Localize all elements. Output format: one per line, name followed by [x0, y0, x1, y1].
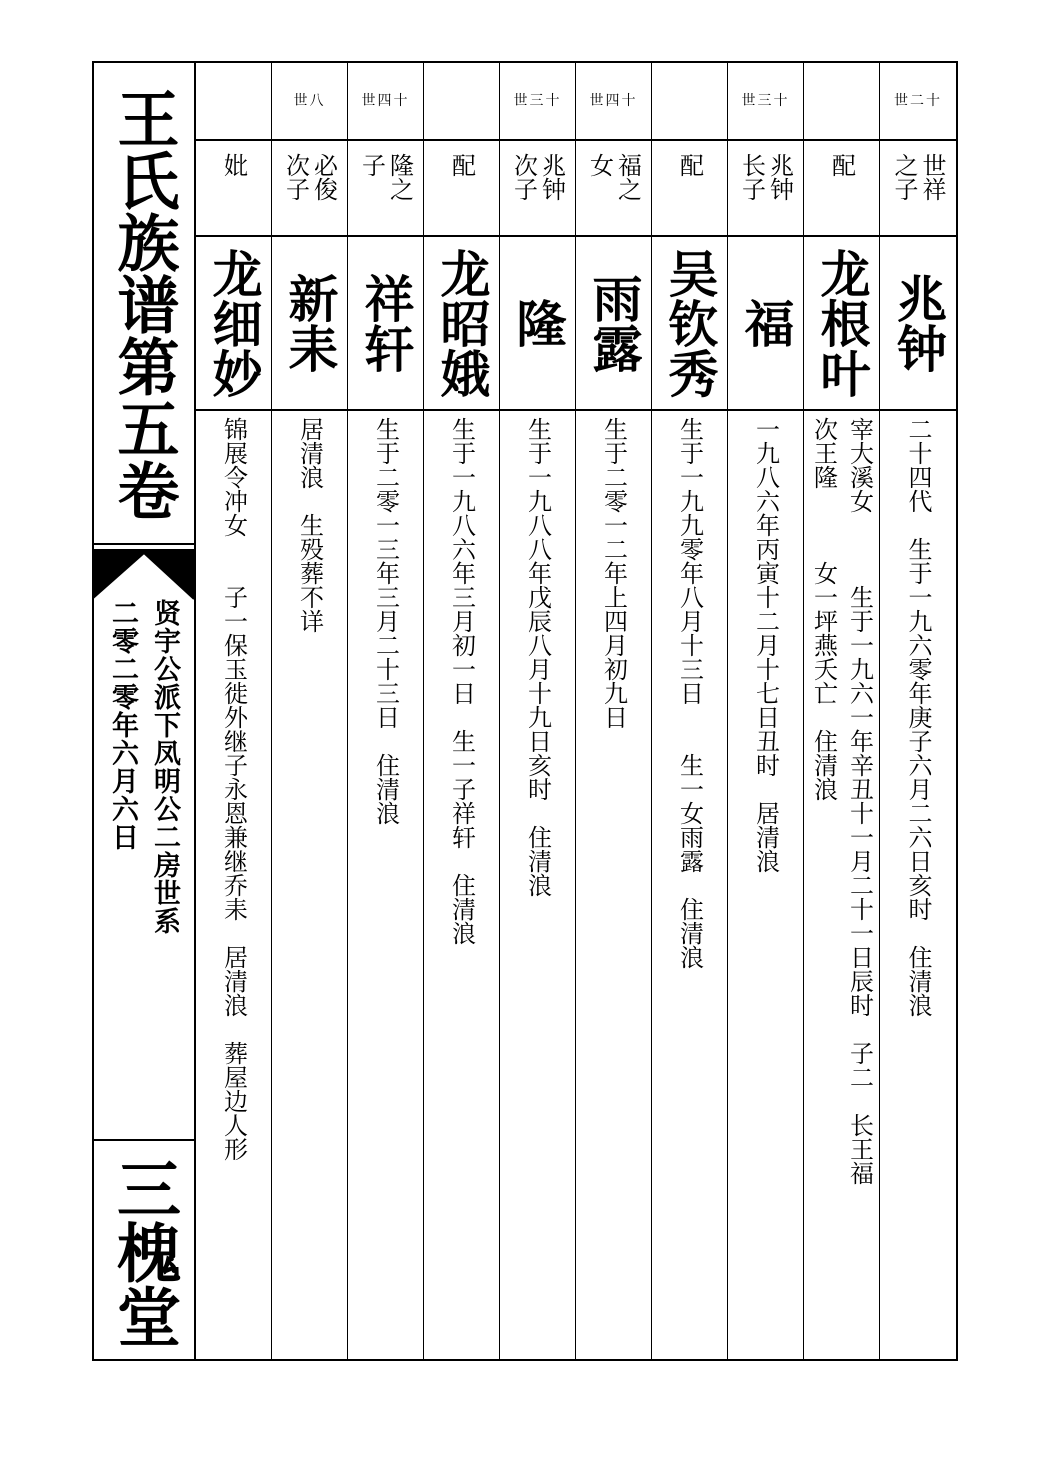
person-column-1: [880, 61, 956, 1361]
title-column: [92, 61, 196, 1361]
relation-label: 配: [827, 153, 856, 177]
generation-label: 世八: [293, 93, 326, 109]
person-name: 祥轩: [356, 273, 416, 373]
person-column-10: [196, 61, 272, 1361]
relation-label: 妣: [219, 153, 248, 177]
relation-label: 兆钟次子: [509, 153, 566, 201]
generation-label: 世四十: [361, 93, 410, 109]
relation-label: 隆之子: [357, 153, 414, 201]
generation-label: 世二十: [894, 93, 942, 109]
person-name: 龙昭娥: [432, 248, 492, 398]
person-name: 新耒: [280, 273, 340, 373]
person-details: 生于二零一二年上四月初九日: [599, 417, 628, 729]
person-name: 龙根叶: [812, 248, 872, 398]
person-column-2: [804, 61, 880, 1361]
hall-divider: [92, 1139, 194, 1141]
generation-label: 世三十: [513, 93, 562, 109]
person-name: 吴钦秀: [660, 248, 720, 398]
relation-label: 配: [675, 153, 704, 177]
person-column-8: [348, 61, 424, 1361]
person-column-5: [576, 61, 652, 1361]
person-name: 雨露: [584, 273, 644, 373]
person-details: 生于一九九零年八月十三日 生一女雨露 住清浪: [675, 417, 704, 969]
person-details: 二十四代 生于一九六零年庚子六月二六日亥时 住清浪: [904, 417, 932, 1017]
book-title-text: 王氏族谱第五卷: [107, 87, 180, 521]
generation-label: [424, 61, 499, 139]
hall-name-text: 三槐堂: [106, 1156, 181, 1348]
branch-lineage-text: 贤宇公派下凤明公二房世系: [149, 599, 180, 935]
relation-label: 兆钟长子: [737, 153, 794, 201]
book-title: [92, 65, 194, 543]
fishtail-mark: [92, 549, 194, 601]
person-column-7: [424, 61, 500, 1361]
person-column-3: [728, 61, 804, 1361]
person-name: 隆: [508, 298, 568, 348]
generation-label: [196, 61, 271, 139]
person-column-6: [500, 61, 576, 1361]
person-name: 龙细妙: [204, 248, 264, 398]
person-details: 生于二零一三年三月二十三日 住清浪: [371, 417, 400, 825]
relation-label: 福之女: [585, 153, 642, 201]
hall-name: [92, 1147, 194, 1357]
person-details: 居清浪 生殁葬不详: [295, 417, 324, 633]
person-name: 兆钟: [889, 273, 948, 373]
relation-label: 世祥之子: [890, 153, 946, 201]
generation-label: [652, 61, 727, 139]
person-column-4: [652, 61, 728, 1361]
relation-label: 必俊次子: [281, 153, 338, 201]
generation-label: 世四十: [589, 93, 638, 109]
generation-label: 世三十: [741, 93, 790, 109]
subtitle-area: [92, 597, 194, 1197]
person-column-9: [272, 61, 348, 1361]
person-name: 福: [736, 298, 796, 348]
generation-label: [804, 61, 879, 139]
relation-label: 配: [447, 153, 476, 177]
person-details: 锦展令冲女 子一保玉徙外继子永恩兼继乔耒 居清浪 葬屋边人形: [219, 417, 248, 1161]
person-details: 生于一九八六年三月初一日 生一子祥轩 住清浪: [447, 417, 476, 945]
person-details: 一九八六年丙寅十二月十七日丑时 居清浪: [751, 417, 780, 873]
person-details: 宰大溪女 生于一九六一年辛丑十一月二十一日辰时 子二 长王福 次王隆 女一坪燕夭亡 住清浪: [809, 417, 874, 1185]
title-divider: [92, 543, 194, 545]
compile-date: 二零二零年六月六日: [107, 599, 138, 851]
genealogy-grid: [196, 61, 958, 1361]
person-details: 生于一九八八年戊辰八月十九日亥时 住清浪: [523, 417, 552, 897]
